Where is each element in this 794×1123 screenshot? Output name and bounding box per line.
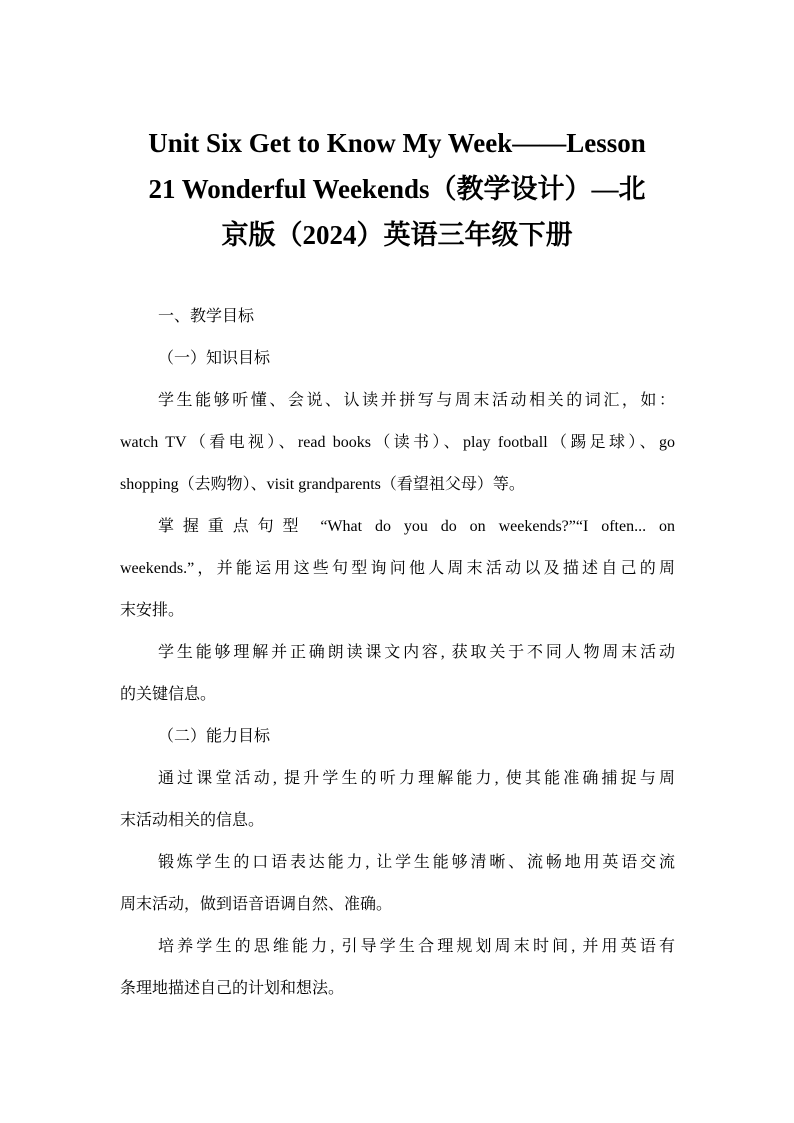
- paragraph-line: 培养学生的思维能力, 引导学生合理规划周末时间, 并用英语有: [158, 938, 675, 955]
- paragraph-line: 的关键信息。: [120, 686, 217, 703]
- document-body: [120, 296, 675, 1010]
- title-line-3: 京版（2024）英语三年级下册: [221, 220, 573, 250]
- paragraph-line: 周末活动，做到语音语调自然、准确。: [120, 896, 393, 913]
- paragraph-text-comprehension: [120, 632, 675, 716]
- subsection-heading-text: （一）知识目标: [158, 350, 271, 367]
- subsection-heading-text: （二）能力目标: [158, 728, 271, 745]
- section-heading-text: 一、教学目标: [158, 308, 255, 325]
- paragraph-sentence-patterns: [120, 506, 675, 632]
- paragraph-thinking: [120, 926, 675, 1010]
- subsection-heading-ability-goals: [120, 716, 675, 758]
- paragraph-listening: [120, 758, 675, 842]
- document-title: [110, 120, 684, 258]
- paragraph-speaking: [120, 842, 675, 926]
- paragraph-vocabulary: [120, 380, 675, 506]
- paragraph-line: 条理地描述自己的计划和想法。: [120, 980, 345, 997]
- paragraph-line: 掌握重点句型 “What do you do on weekends?”“I often... on: [158, 518, 675, 535]
- subsection-heading-knowledge-goals: [120, 338, 675, 380]
- paragraph-line: 学生能够听懂、会说、认读并拼写与周末活动相关的词汇，如：: [158, 392, 675, 409]
- title-line-2: 21 Wonderful Weekends（教学设计）—北: [148, 174, 646, 204]
- paragraph-line: watch TV（看电视）、read books（读书）、play football（踢足球）、go: [120, 434, 675, 451]
- paragraph-line: 末活动相关的信息。: [120, 812, 265, 829]
- paragraph-line: 末安排。: [120, 602, 185, 619]
- paragraph-line: shopping（去购物）、visit grandparents（看望祖父母）等。: [120, 476, 525, 493]
- paragraph-line: 通过课堂活动, 提升学生的听力理解能力, 使其能准确捕捉与周: [158, 770, 675, 787]
- title-line-1: Unit Six Get to Know My Week——Lesson: [148, 128, 646, 158]
- paragraph-line: 锻炼学生的口语表达能力, 让学生能够清晰、流畅地用英语交流: [158, 854, 675, 871]
- paragraph-line: 学生能够理解并正确朗读课文内容, 获取关于不同人物周末活动: [158, 644, 675, 661]
- paragraph-line: weekends.”，并能运用这些句型询问他人周末活动以及描述自己的周: [120, 560, 675, 577]
- section-heading-teaching-goals: [120, 296, 675, 338]
